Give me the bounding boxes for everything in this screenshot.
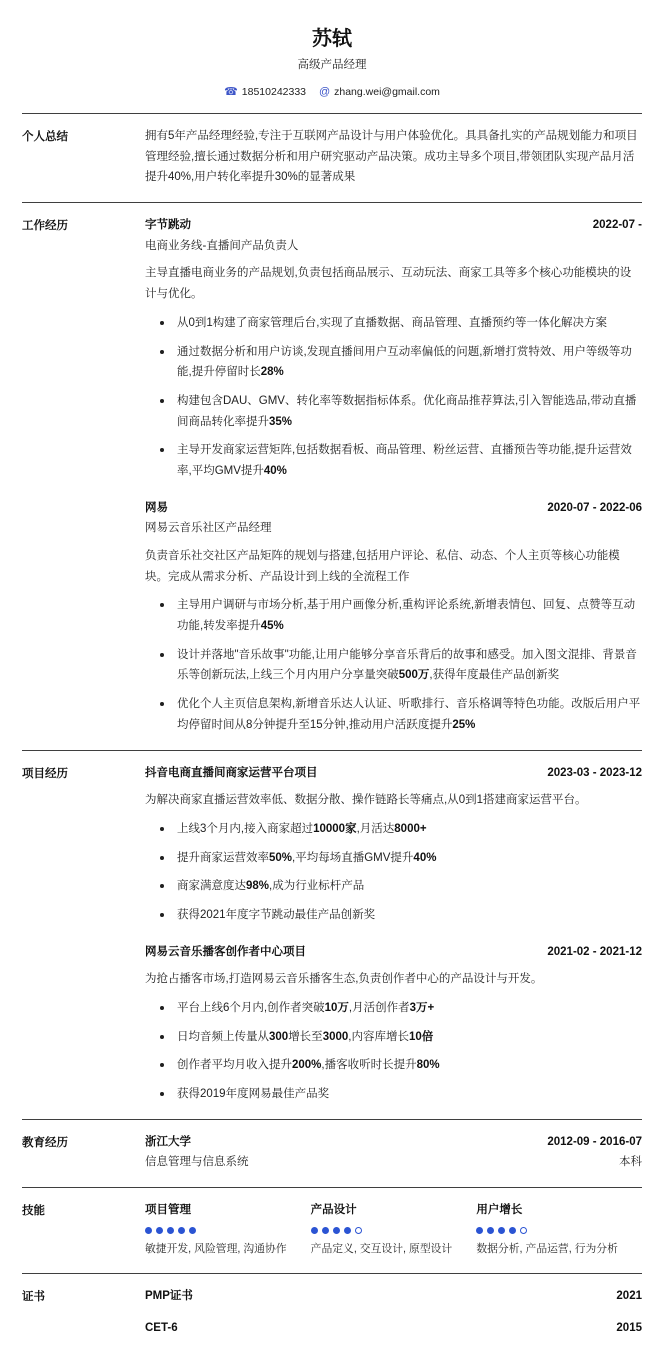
skill-name: 项目管理 — [145, 1204, 191, 1217]
bullet-item — [145, 342, 642, 383]
section-skills — [22, 1187, 642, 1273]
section-certs — [22, 1273, 642, 1352]
entry-subrow — [145, 236, 642, 257]
skill-dot-filled-icon — [167, 1227, 174, 1234]
bullet-text: 商家满意度达98%,成为行业标杆产品 — [177, 880, 365, 893]
bullet-text: 设计并落地"音乐故事"功能,让用户能够分享音乐背后的故事和感受。加入图文混排、背景音乐等创新玩法,上线三个月内用户分享量突破500万,获得年度最佳产品创新奖 — [177, 648, 637, 682]
bullet-item — [145, 848, 642, 869]
entry-title: 抖音电商直播间商家运营平台项目 — [145, 766, 318, 779]
sections-container — [22, 113, 642, 1353]
skill-item — [311, 1200, 477, 1259]
skill-detail: 敏捷开发, 风险管理, 沟通协作 — [145, 1242, 287, 1255]
bullet-dot-icon — [160, 1092, 164, 1096]
skill-item — [145, 1200, 311, 1259]
section-body — [145, 1132, 642, 1173]
section-label: 个人总结 — [22, 131, 68, 143]
phone-number: 18510242333 — [241, 86, 307, 98]
skill-dot-filled-icon — [476, 1227, 483, 1234]
bullet-dot-icon — [160, 856, 164, 860]
skill-dot-filled-icon — [333, 1227, 340, 1234]
cert-name: PMP证书 — [145, 1290, 193, 1303]
skill-dot-filled-icon — [487, 1227, 494, 1234]
contact-line — [22, 85, 642, 98]
skill-dot-filled-icon — [509, 1227, 516, 1234]
skill-dot-empty-icon — [355, 1227, 362, 1234]
cert-row — [145, 1318, 642, 1339]
section-work — [22, 202, 642, 749]
cert-year: 2021 — [616, 1290, 642, 1303]
bullet-dot-icon — [160, 1006, 164, 1010]
phone-icon: ☎ — [224, 86, 238, 98]
section-body — [145, 1200, 642, 1259]
entry-subtitle-right: 本科 — [619, 1156, 642, 1169]
cert-row — [145, 1286, 642, 1307]
bullet-text: 从0到1构建了商家管理后台,实现了直播数据、商品管理、直播预约等一体化解决方案 — [177, 316, 607, 329]
resume-header — [22, 22, 642, 98]
cert-name: CET-6 — [145, 1321, 178, 1334]
bullet-item — [145, 1055, 642, 1076]
section-label: 技能 — [22, 1205, 45, 1218]
bullet-text: 通过数据分析和用户访谈,发现直播间用户互动率偏低的问题,新增打赏特效、用户等级等功能,提升停留时长28% — [177, 345, 632, 379]
section-projects — [22, 750, 642, 1119]
bullet-dot-icon — [160, 827, 164, 831]
bullet-item — [145, 313, 642, 334]
section-label: 证书 — [22, 1291, 45, 1304]
entry-summary: 负责音乐社交社区产品矩阵的规划与搭建,包括用户评论、私信、动态、个人主页等核心功能模块。完成从需求分析、产品设计到上线的全流程工作 — [145, 550, 620, 583]
section-label: 项目经历 — [22, 767, 68, 780]
candidate-job-title: 高级产品经理 — [297, 59, 367, 71]
skill-name: 用户增长 — [476, 1204, 523, 1217]
entry-head — [145, 763, 642, 784]
entry-date: 2012-09 - 2016-07 — [547, 1135, 642, 1148]
entry-subrow — [145, 1152, 642, 1173]
skill-dot-filled-icon — [311, 1227, 318, 1234]
skill-item — [476, 1200, 642, 1259]
entry-title: 字节跳动 — [145, 219, 191, 232]
entry-subtitle: 网易云音乐社区产品经理 — [145, 522, 272, 535]
skill-dot-filled-icon — [156, 1227, 163, 1234]
bullet-text: 平台上线6个月内,创作者突破10万,月活创作者3万+ — [177, 1002, 435, 1014]
entry-subtitle: 信息管理与信息系统 — [145, 1156, 249, 1169]
bullet-item — [145, 595, 642, 636]
bullet-dot-icon — [160, 321, 164, 325]
skill-dot-filled-icon — [322, 1227, 329, 1234]
cert-year: 2015 — [616, 1321, 642, 1334]
bullet-list — [145, 998, 642, 1105]
section-body — [145, 1286, 642, 1338]
entry-summary: 主导直播电商业务的产品规划,负责包括商品展示、互动玩法、商家工具等多个核心功能模块的设计与优化。 — [145, 267, 632, 301]
entry-head — [145, 1132, 642, 1153]
entry-summary: 为抢占播客市场,打造网易云音乐播客生态,负责创作者中心的产品设计与开发。 — [145, 973, 543, 986]
section-education — [22, 1119, 642, 1187]
section-body — [145, 763, 642, 1105]
skill-dot-filled-icon — [344, 1227, 351, 1234]
bullet-text: 提升商家运营效率50%,平均每场直播GMV提升40% — [177, 851, 437, 864]
bullet-text: 日均音频上传量从300增长至3000,内容库增长10倍 — [177, 1030, 434, 1043]
bullet-list — [145, 313, 642, 482]
entry — [145, 498, 642, 736]
bullet-item — [145, 645, 642, 686]
bullet-list — [145, 819, 642, 926]
entry-summary: 为解决商家直播运营效率低、数据分散、操作链路长等痛点,从0到1搭建商家运营平台。 — [145, 794, 587, 807]
bullet-text: 创作者平均月收入提升200%,播客收听时长提升80% — [177, 1059, 440, 1072]
entry-subtitle: 电商业务线-直播间产品负责人 — [145, 239, 299, 252]
skill-detail: 数据分析, 产品运营, 行为分析 — [476, 1242, 618, 1255]
section-label: 教育经历 — [22, 1136, 68, 1149]
bullet-dot-icon — [160, 350, 164, 354]
bullet-item — [145, 694, 642, 735]
bullet-dot-icon — [160, 1063, 164, 1067]
entry-date: 2021-02 - 2021-12 — [547, 945, 642, 958]
skill-dot-filled-icon — [145, 1227, 152, 1234]
email-address: zhang.wei@gmail.com — [334, 86, 440, 98]
bullet-dot-icon — [160, 399, 164, 403]
entry — [145, 763, 642, 926]
skill-dot-filled-icon — [178, 1227, 185, 1234]
bullet-text: 获得2019年度网易最佳产品奖 — [177, 1088, 330, 1101]
skill-level-dots — [476, 1227, 642, 1234]
entry — [145, 942, 642, 1105]
bullet-text: 主导开发商家运营矩阵,包括数据看板、商品管理、粉丝运营、直播预告等功能,提升运营效率,平均GMV提升40% — [177, 444, 632, 477]
skill-dot-empty-icon — [520, 1227, 527, 1234]
skill-dot-filled-icon — [498, 1227, 505, 1234]
bullet-dot-icon — [160, 448, 164, 452]
bullet-item — [145, 391, 642, 432]
bullet-dot-icon — [160, 653, 164, 657]
bullet-item — [145, 1084, 642, 1105]
section-body — [145, 126, 642, 188]
entry-date: 2020-07 - 2022-06 — [547, 501, 642, 514]
bullet-text: 上线3个月内,接入商家超过10000家,月活达8000+ — [177, 822, 427, 835]
entry — [145, 215, 642, 482]
bullet-item — [145, 440, 642, 481]
section-body — [145, 215, 642, 735]
entry-subrow — [145, 518, 642, 539]
skills-row — [145, 1200, 642, 1259]
bullet-item — [145, 1027, 642, 1048]
at-icon: @ — [318, 86, 331, 98]
skill-level-dots — [311, 1227, 477, 1234]
bullet-item — [145, 905, 642, 926]
entry-head — [145, 215, 642, 236]
skill-dot-filled-icon — [189, 1227, 196, 1234]
skill-detail: 产品定义, 交互设计, 原型设计 — [310, 1242, 453, 1255]
entry-date: 2023-03 - 2023-12 — [547, 766, 642, 779]
section-label: 工作经历 — [22, 220, 68, 233]
bullet-text: 获得2021年度字节跳动最佳产品创新奖 — [177, 908, 376, 921]
entry — [145, 1132, 642, 1173]
bullet-dot-icon — [160, 603, 164, 607]
entry-title: 网易 — [145, 501, 168, 514]
bullet-item — [145, 876, 642, 897]
bullet-dot-icon — [160, 702, 164, 706]
candidate-name: 苏轼 — [312, 28, 352, 50]
entry-head — [145, 498, 642, 519]
entry-title: 网易云音乐播客创作者中心项目 — [145, 945, 306, 958]
summary-paragraph: 拥有5年产品经理经验,专注于互联网产品设计与用户体验优化。具具备扎实的产品规划能力和项目管理经验,擅长通过数据分析和用户研究驱动产品决策。成功主导多个项目,带领团队实现产品月活提升40%,用户转化率提升30%的显著成果 — [145, 130, 638, 184]
section-summary — [22, 113, 642, 202]
bullet-dot-icon — [160, 1035, 164, 1039]
bullet-item — [145, 998, 642, 1019]
bullet-dot-icon — [160, 913, 164, 917]
entry-date: 2022-07 - — [592, 219, 642, 232]
bullet-text: 构建包含DAU、GMV、转化率等数据指标体系。优化商品推荐算法,引入智能选品,带动直播间商品转化率提升35% — [177, 394, 637, 428]
skill-name: 产品设计 — [310, 1204, 357, 1217]
bullet-item — [145, 819, 642, 840]
bullet-dot-icon — [160, 884, 164, 888]
bullet-text: 主导用户调研与市场分析,基于用户画像分析,重构评论系统,新增表情包、回复、点赞等互动功能,转发率提升45% — [177, 599, 636, 633]
bullet-list — [145, 595, 642, 735]
entry-title: 浙江大学 — [145, 1135, 191, 1148]
bullet-text: 优化个人主页信息架构,新增音乐达人认证、听歌排行、音乐格调等特色功能。改版后用户平均停留时间从8分钟提升至15分钟,推动用户活跃度提升25% — [177, 698, 641, 731]
skill-level-dots — [145, 1227, 311, 1234]
